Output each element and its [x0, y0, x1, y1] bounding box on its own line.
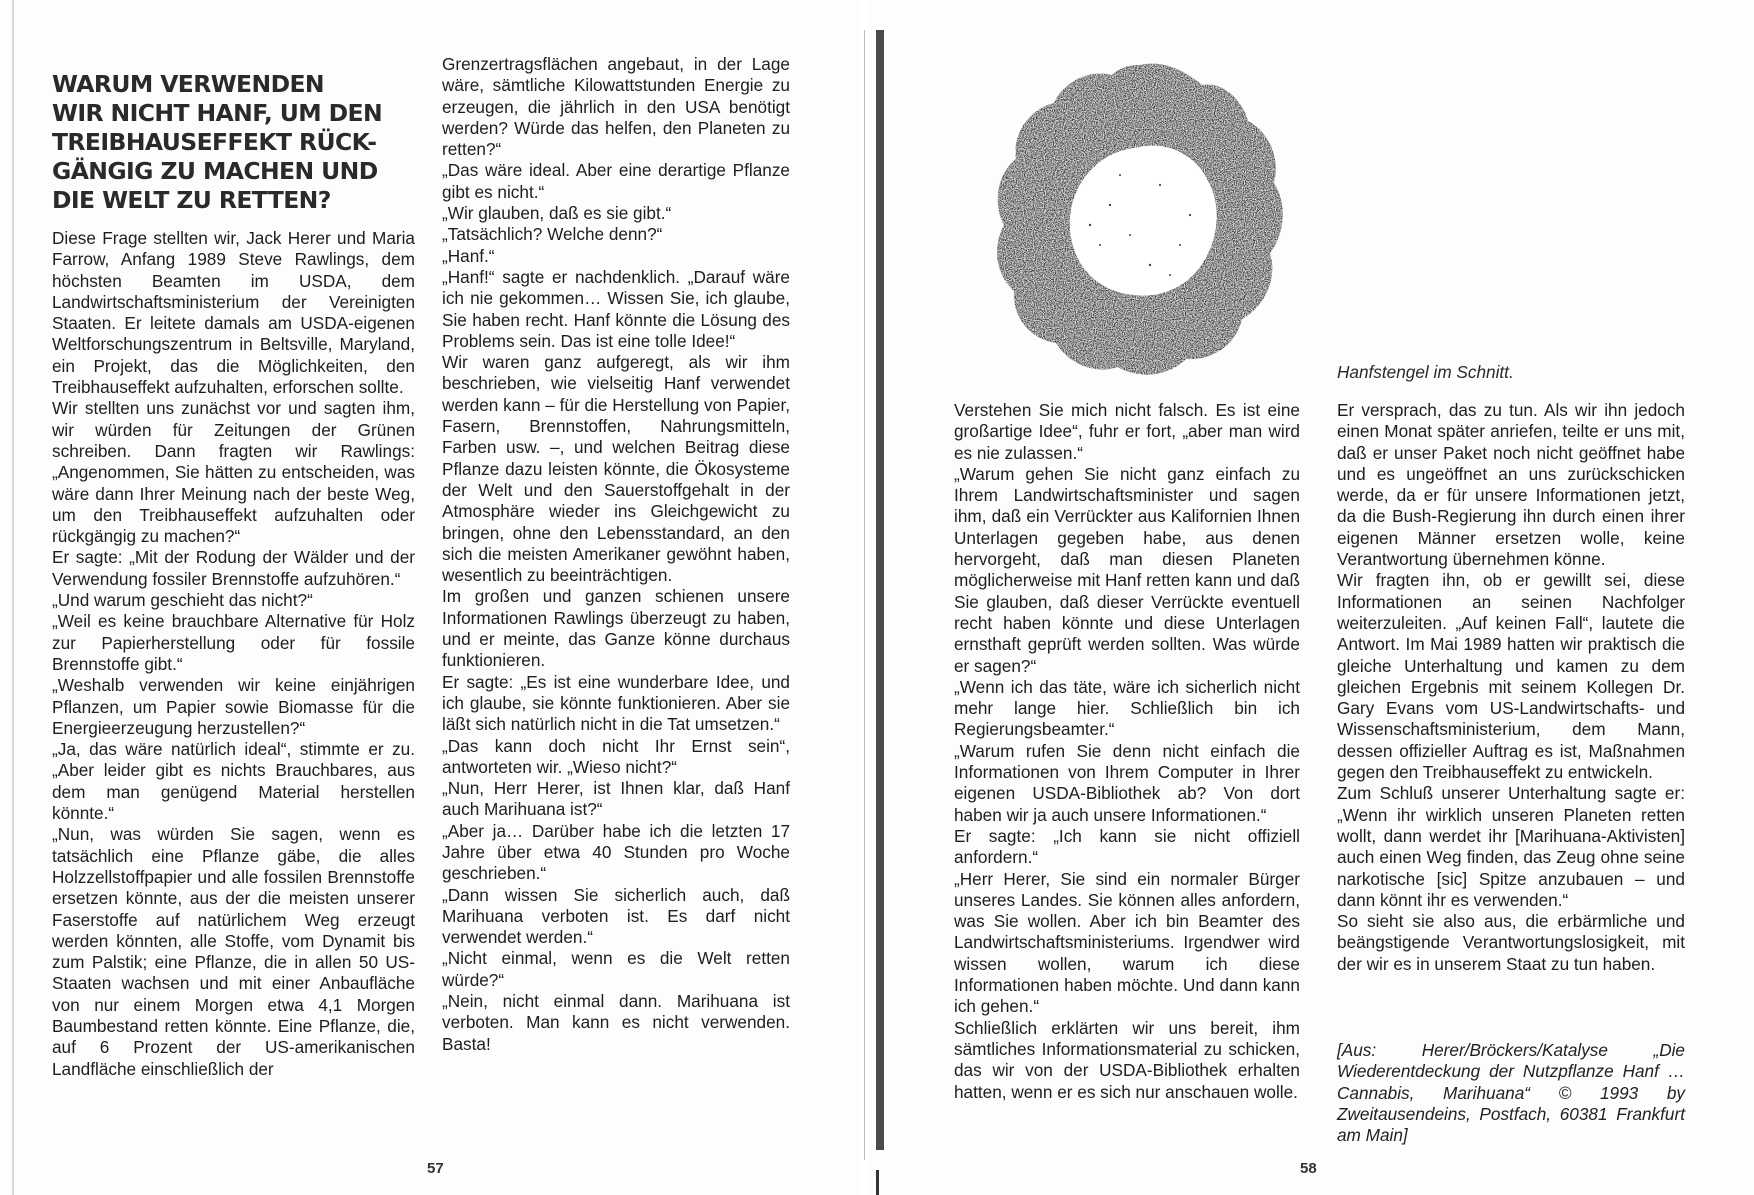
page-number-right: 58: [1300, 1160, 1317, 1177]
text-column-1: [52, 228, 415, 1080]
paragraph: „Aber ja… Darüber habe ich die letzten 17 Jahre über etwa 40 Stunden pro Woche geschrieben.“: [442, 820, 790, 884]
headline-line: DIE WELT ZU RETTEN?: [52, 185, 331, 214]
headline-line: GÄNGIG ZU MACHEN UND: [52, 156, 378, 185]
paragraph: „Ja, das wäre natürlich ideal“, stimmte er zu. „Aber leider gibt es nichts Brauchbares, aus dem man genügend Material herstellen könnte.“: [52, 739, 415, 824]
paragraph: Wir stellten uns zunächst vor und sagten ihm, wir würden für Zeitungen der Grünen schreiben. Dann fragten wir Rawlings: „Angenommen, Sie hätten zu entscheiden, was wäre dann Ihrer Meinung nach der beste Weg, um den Treibhauseffekt aufzuhalten oder rückgängig zu machen?“: [52, 398, 415, 547]
headline-line: TREIBHAUSEFFEKT RÜCK-: [52, 127, 377, 156]
book-gutter: [876, 30, 884, 1150]
article-headline: [52, 70, 412, 215]
paragraph: Schließlich erklärten wir uns bereit, ihm sämtliches Informationsmaterial zu schicken, das wir von der USDA-Bibliothek erhalten hatten, wenn er es sich nur anschauen wolle.: [954, 1017, 1300, 1102]
paragraph: So sieht sie also aus, die erbärmliche und beängstigende Verantwortungslosigkeit, mit der wir es in unserem Staat zu tun haben.: [1337, 911, 1685, 974]
paragraph: Er sagte: „Ich kann sie nicht offiziell anfordern.“: [954, 825, 1300, 868]
paragraph: „Wir glauben, daß es sie gibt.“: [442, 203, 672, 224]
paragraph: Diese Frage stellten wir, Jack Herer und Maria Farrow, Anfang 1989 Steve Rawlings, dem höchsten Beamten im USDA, dem Landwirtschaftsministerium der Vereinigten Staaten. Er leitete damals am USDA-eigenen Weltforschungszentrum in Beltsville, Maryland, ein Projekt, das die Möglichkeiten, den Treibhauseffekt aufzuhalten, erforschen sollte.: [52, 228, 415, 398]
paragraph: „Das wäre ideal. Aber eine derartige Pflanze gibt es nicht.“: [442, 160, 790, 202]
paragraph: Wir fragten ihn, ob er gewillt sei, diese Informationen an seinen Nachfolger weiterzuleiten. „Auf keinen Fall“, lautete die Antwort. Im Mai 1989 hatten wir praktisch die gleiche Unterhaltung und kamen zu dem gleichen Ergebnis mit seinem Kollegen Dr. Gary Evans vom US-Landwirtschafts- und Wissenschaftsministerium, dem Mann, dessen offizieller Auftrag es ist, Maßnahmen gegen den Treibhauseffekt zu entwickeln.: [1337, 570, 1685, 783]
page-edge: [12, 0, 14, 1195]
figure-caption: Hanfstengel im Schnitt.: [1337, 362, 1514, 382]
paragraph: Er sagte: „Es ist eine wunderbare Idee, und ich glaube, sie könnte funktionieren. Aber sie läßt sich natürlich nicht in die Tat umsetzen.“: [442, 671, 790, 735]
paragraph: Er versprach, das zu tun. Als wir ihn jedoch einen Monat später anriefen, teilte er uns mit, daß er unser Paket noch nicht geöffnet habe und es ungeöffnet an uns zurückschicken werde, da er für unsere Informationen jetzt, da die Bush-Regierung ihn durch einen ihrer eigenen Männer ersetzen wolle, keine Verantwortung übernehmen könne.: [1337, 400, 1685, 570]
headline-line: WARUM VERWENDEN: [52, 69, 325, 98]
paragraph: Zum Schluß unserer Unterhaltung sagte er: „Wenn ihr wirklich unseren Planeten retten wollt, dann werdet ihr [Marihuana-Aktivisten] auch einen Weg finden, das Zeug ohne seine narkotische [sic] Spitze anzubauen – und dann könnt ihr es verwenden.“: [1337, 783, 1685, 910]
paragraph: Er sagte: „Mit der Rodung der Wälder und der Verwendung fossiler Brennstoffe aufzuhören.“: [52, 547, 415, 589]
text-column-2: [442, 54, 790, 1055]
paragraph: „Hanf!“ sagte er nachdenklich. „Darauf wäre ich nie gekommen… Wissen Sie, ich glaube, Sie haben recht. Hanf könnte die Lösung des Problems sein. Das ist eine tolle Idee!“: [442, 266, 790, 351]
paragraph: Verstehen Sie mich nicht falsch. Es ist eine großartige Idee“, fuhr er fort, „aber man wird es nie zulassen.“: [954, 400, 1300, 463]
gutter-shadow: [864, 30, 865, 1160]
paragraph: „Nein, nicht einmal dann. Marihuana ist verboten. Man kann es nicht verwenden. Basta!: [442, 991, 790, 1054]
headline-line: WIR NICHT HANF, UM DEN: [52, 98, 383, 127]
source-citation: [Aus: Herer/Bröckers/Katalyse „Die Wiederentdeckung der Nutzpflanze Hanf … Cannabis, Marihuana“ © 1993 by Zweitausendeins, Postfach, 60381 Frankfurt am Main]: [1337, 1040, 1685, 1146]
paragraph: „Herr Herer, Sie sind ein normaler Bürger unseres Landes. Sie können alles anfordern, was Sie wollen. Aber ich bin Beamter des Landwirtschaftsministeriums. Irgendwer wird wissen wollen, warum ich diese Informationen haben möchte. Und dann kann ich gehen.“: [954, 868, 1300, 1017]
text-column-3: [954, 400, 1300, 1103]
paragraph: „Nicht einmal, wenn es die Welt retten würde?“: [442, 948, 790, 990]
paragraph: Grenzertragsflächen angebaut, in der Lage wäre, sämtliche Kilowattstunden Energie zu erzeugen, die jährlich in den USA benötigt werden? Würde das helfen, den Planeten zu retten?“: [442, 54, 790, 160]
paragraph: „Warum rufen Sie denn nicht einfach die Informationen von Ihrem Computer in Ihrer eigenen USDA-Bibliothek ab? Von dort haben wir ja auch unsere Informationen.“: [954, 740, 1300, 825]
paragraph: Im großen und ganzen schienen unsere Informationen Rawlings überzeugt zu haben, und er meinte, das Ganze könne durchaus funktionieren.: [442, 586, 790, 671]
paragraph: Wir waren ganz aufgeregt, als wir ihm beschrieben, wie vielseitig Hanf verwendet werden kann – für die Herstellung von Papier, Fasern, Brennstoffen, Nahrungsmitteln, Farben usw. –, und welchen Beitrag diese Pflanze dazu leisten könnte, die Ökosysteme der Welt und den Sauerstoffgehalt in der Atmosphäre wieder ins Gleichgewicht zu bringen, ohne den Lebensstandard, an den sich die meisten Amerikaner gewöhnt haben, wesentlich zu beeinträchtigen.: [442, 352, 790, 586]
paragraph: „Nun, was würden Sie sagen, wenn es tatsächlich eine Pflanze gäbe, die alles Holzzellstoffpapier und alle fossilen Brennstoffe ersetzen könnte, aus der die meisten unserer Faserstoffe auf natürlichem Weg erzeugt werden könnten, alle Stoffe, vom Dynamit bis zum Palstik; eine Pflanze, die in allen 50 US-Staaten wachsen und mit einer Anbaufläche von nur einem Morgen etwa 4,1 Morgen Baumbestand retten könnte. Eine Pflanze, die, auf 6 Prozent der US-amerikanischen Landfläche einschließlich der: [52, 824, 415, 1079]
paragraph: „Nun, Herr Herer, ist Ihnen klar, daß Hanf auch Marihuana ist?“: [442, 778, 790, 820]
gutter-mark: [876, 1170, 879, 1195]
paragraph: „Tatsächlich? Welche denn?“: [442, 224, 663, 245]
hemp-stem-cross-section-illustration: [990, 55, 1290, 385]
text-column-4: [1337, 400, 1685, 975]
paragraph: „Hanf.“: [442, 245, 495, 266]
paragraph: „Weil es keine brauchbare Alternative für Holz zur Papierherstellung oder für fossile Brennstoffe gibt.“: [52, 611, 415, 674]
paragraph: „Dann wissen Sie sicherlich auch, daß Marihuana verboten ist. Es darf nicht verwendet werden.“: [442, 884, 790, 948]
paragraph: „Warum gehen Sie nicht ganz einfach zu Ihrem Landwirtschaftsminister und sagen ihm, daß ein Verrückter aus Kalifornien Ihnen Unterlagen gegeben habe, aus denen hervorgeht, daß man diesen Planeten möglicherweise mit Hanf retten kann und daß Sie glauben, daß dieser Verrückte eventuell recht haben könnte und diese Unterlagen ernsthaft geprüft werden sollten. Was würde er sagen?“: [954, 463, 1300, 676]
paragraph: „Und warum geschieht das nicht?“: [52, 590, 313, 611]
paragraph: „Das kann doch nicht Ihr Ernst sein“, antworteten wir. „Wieso nicht?“: [442, 735, 790, 777]
page-number-left: 57: [427, 1160, 444, 1177]
paragraph: „Weshalb verwenden wir keine einjährigen Pflanzen, um Papier sowie Biomasse für die Energieerzeugung herzustellen?“: [52, 675, 415, 738]
paragraph: „Wenn ich das täte, wäre ich sicherlich nicht mehr lange hier. Schließlich bin ich Regierungsbeamter.“: [954, 676, 1300, 740]
